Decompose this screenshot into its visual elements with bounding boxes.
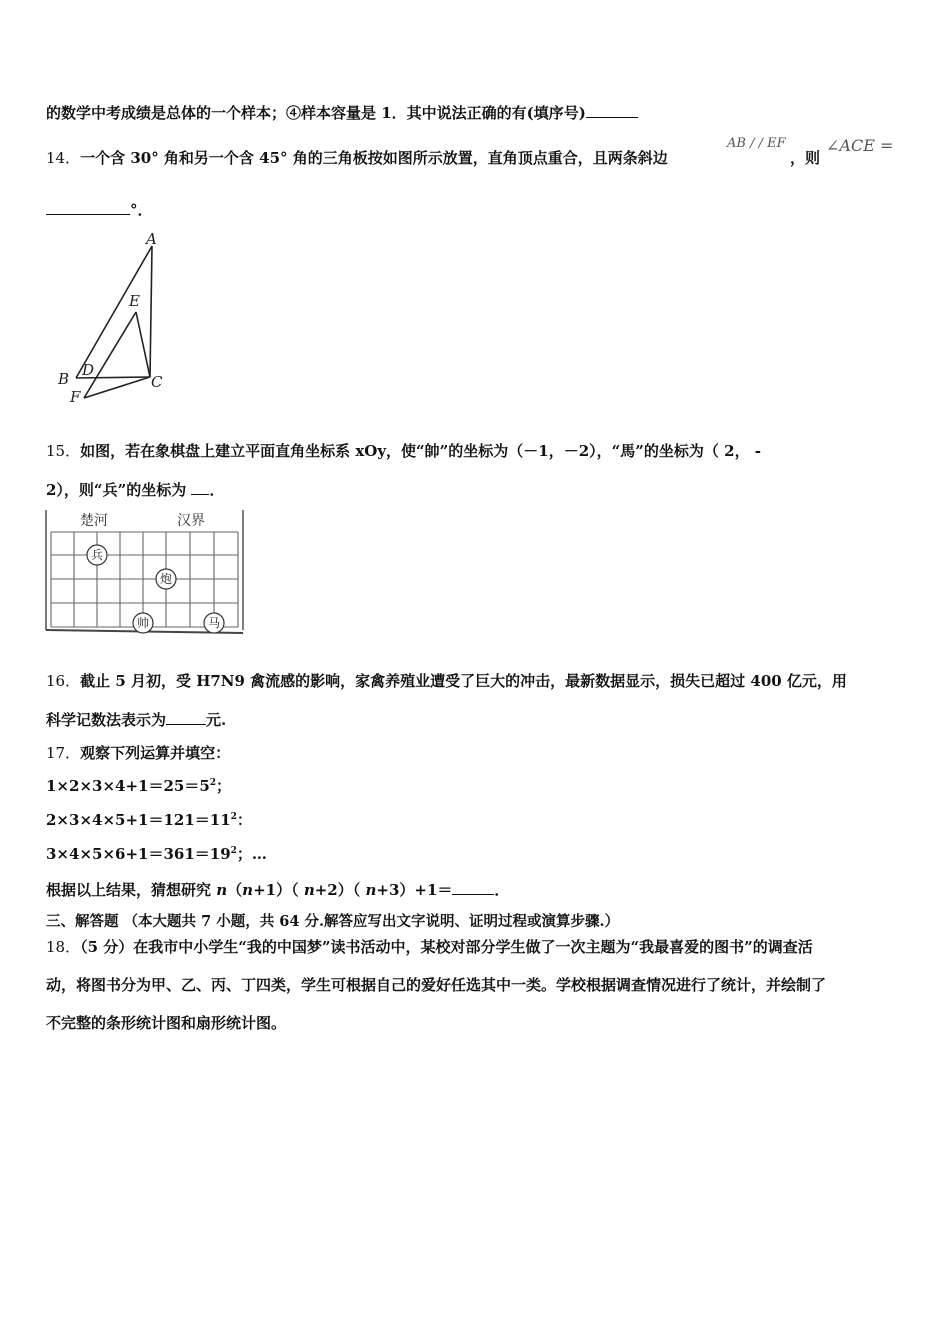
q16-number: 16． [46,672,81,690]
q17-part1: （ [227,881,243,899]
q17-row-2-expr: 2×3×4×5+1＝121＝11 [46,811,231,829]
q13-answer-blank[interactable] [586,101,638,118]
q18-line1 [46,937,813,957]
q14-math-angle: ∠ACE = [826,136,894,155]
q17-title-text: 观察下列运算并填空： [80,744,231,762]
q15-text1: 如图，若在象棋盘上建立平面直角坐标系 xOy，使“帥”的坐标为（－1，－2），“馬”的坐标为（ 2， - [80,442,762,460]
label-D: D [82,361,95,379]
q16-answer-blank[interactable] [166,708,206,725]
side-EF [84,312,136,398]
piece-shuai-label: 帅 [136,616,150,630]
q13-tail [46,101,638,123]
q18-number: 18． [46,938,81,956]
q17-row-1-end: ； [216,777,232,795]
q16-end: 元. [206,711,227,729]
q14-triangle-figure [54,228,174,408]
piece-ma-label: 马 [207,616,221,630]
q17-part3: +2）（ [314,881,361,899]
q17-number: 17． [46,744,81,762]
q17-n-4: n [365,881,377,899]
q14-line2 [46,198,153,220]
section3-title: 三、解答题 （本大题共 7 小题，共 64 分.解答应写出文字说明、证明过程或演算步骤.） [46,913,620,930]
q16-line1 [46,671,847,691]
side-EC [136,312,150,377]
q16-line2 [46,708,226,730]
q17-n-2: n [242,881,254,899]
q17-end: ． [494,881,510,899]
piece-pao-label: 炮 [159,572,173,586]
q13-text: 的数学中考成绩是总体的一个样本；④样本容量是 1．其中说法正确的有(填序号) [46,104,586,122]
q17-question-prefix: 根据以上结果，猜想研究 [46,881,212,899]
q15-period: ． [209,481,225,499]
q15-answer-blank[interactable] [191,478,209,495]
label-B: B [58,370,70,388]
q14-line1 [46,148,668,168]
q17-part2: +1）（ [253,881,299,899]
q17-row-3 [46,844,267,864]
q17-answer-blank[interactable] [452,878,494,895]
q14-text: 一个含 30° 角和另一个含 45° 角的三角板按如图所示放置，直角顶点重合，且两条斜边 [80,149,668,167]
q16-text2: 科学记数法表示为 [46,711,167,729]
q18-line2: 动，将图书分为甲、乙、丙、丁四类，学生可根据自己的爱好任选其中一类。学校根据调查情况进行了统计，并绘制了 [46,976,827,994]
q17-row-3-expr: 3×4×5×6+1＝361＝19 [46,845,231,863]
label-A: A [146,230,157,248]
label-E: E [129,292,140,310]
q14-number: 14． [46,149,81,167]
q15-line2 [46,478,224,500]
q18-text1: （5 分）在我市中小学生“我的中国梦”读书活动中，某校对部分学生做了一次主题为“我最喜爱的图书”的调查活 [80,938,813,956]
q17-row-3-end: ；… [236,845,267,863]
q16-text1: 截止 5 月初，受 H7N9 禽流感的影响，家禽养殖业遭受了巨大的冲击，最新数据显示，损失已超过 400 亿元，用 [80,672,847,690]
river-right-label: 汉界 [177,513,205,529]
side-AC [150,246,152,377]
q17-row-2-exp: 2 [230,812,237,822]
q17-row-1-expr: 1×2×3×4+1＝25＝5 [46,777,210,795]
q14-answer-blank[interactable] [46,198,130,215]
q17-row-2 [46,810,252,830]
q17-n-3: n [303,881,315,899]
label-C: C [151,373,163,391]
q14-comma: ，则 [790,149,821,167]
q17-question [46,878,509,900]
q17-title [46,743,230,763]
q17-row-3-exp: 2 [230,846,237,856]
q17-part4: +3）+1＝ [376,881,453,899]
piece-bing-label: 兵 [90,548,104,562]
side-AB [76,246,152,378]
q15-text2: 2），则“兵”的坐标为 [46,481,187,499]
q17-row-1 [46,776,231,796]
q17-row-2-end: ： [236,811,252,829]
q15-line1 [46,441,761,461]
chess-board-figure [44,508,247,640]
q15-number: 15． [46,442,81,460]
q17-row-1-exp: 2 [209,778,217,788]
river-left-label: 楚河 [80,513,108,529]
q17-n-1: n [216,881,228,899]
q14-math-parallel: AB / / EF [727,136,786,151]
q18-line3: 不完整的条形统计图和扇形统计图。 [46,1014,287,1032]
label-F: F [70,388,81,406]
q14-tail: °． [130,201,153,219]
